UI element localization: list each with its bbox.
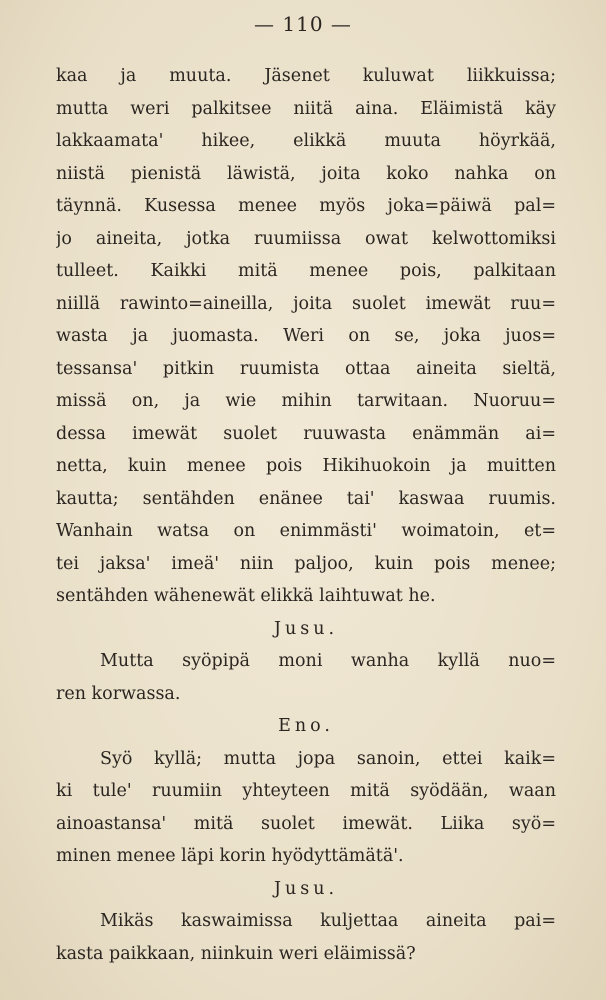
text-line: wasta ja juomasta. Weri on se, joka juos= xyxy=(56,326,556,346)
text-line: ki tule' ruumiin yhteyteen mitä syödään, waan xyxy=(56,781,556,801)
text-line: dessa imewät suolet ruuwasta enämmän ai= xyxy=(56,423,556,444)
text-line: täynnä. Kusessa menee myös joka=päiwä pal= xyxy=(56,196,556,216)
text-line: Mutta syöpipä moni wanha kyllä nuo= xyxy=(100,651,556,671)
text-line: kaa ja muuta. Jäsenet kuluwat liikkuissa; xyxy=(56,66,556,86)
text-line: tei jaksa' imeä' niin paljoo, kuin pois menee; xyxy=(56,553,556,574)
text-line: ainoastansa' mitä suolet imewät. Liika syö= xyxy=(56,813,556,834)
text-line: minen menee läpi korin hyödyttämätä'. xyxy=(56,846,404,866)
speaker-heading: Jusu. xyxy=(273,618,339,639)
speaker-heading: Jusu. xyxy=(273,878,339,899)
text-line: tessansa' pitkin ruumista ottaa aineita sieltä, xyxy=(56,358,556,379)
text-line: kasta paikkaan, niinkuin weri eläimissä? xyxy=(56,943,416,964)
text-line: niillä rawinto=aineilla, joita suolet imewät ruu= xyxy=(56,293,556,314)
text-line: sentähden wähenewät elikkä laihtuwat he. xyxy=(56,586,436,606)
text-line: Mikäs kaswaimissa kuljettaa aineita pai= xyxy=(100,911,556,931)
text-line: missä on, ja wie mihin tarwitaan. Nuoruu= xyxy=(56,391,556,411)
text-line: tulleet. Kaikki mitä menee pois, palkitaan xyxy=(56,261,556,281)
text-line: Syö kyllä; mutta jopa sanoin, ettei kaik= xyxy=(100,748,556,769)
text-line: netta, kuin menee pois Hikihuokoin ja muitten xyxy=(56,456,556,476)
text-line: Wanhain watsa on enimmästi' woimatoin, et= xyxy=(56,521,556,541)
text-line: kautta; sentähden enänee tai' kaswaa ruumis. xyxy=(56,488,556,509)
page-number: — 110 — xyxy=(254,12,352,36)
text-line: ren korwassa. xyxy=(56,683,181,704)
text-line: niistä pienistä läwistä, joita koko nahka on xyxy=(56,163,556,184)
text-line: jo aineita, jotka ruumiissa owat kelwottomiksi xyxy=(56,228,556,249)
text-line: lakkaamata' hikee, elikkä muuta höyrkää, xyxy=(56,131,556,151)
speaker-heading: Eno. xyxy=(278,716,334,736)
text-line: mutta weri palkitsee niitä aina. Eläimistä käy xyxy=(56,98,556,119)
page-text xyxy=(56,60,556,970)
